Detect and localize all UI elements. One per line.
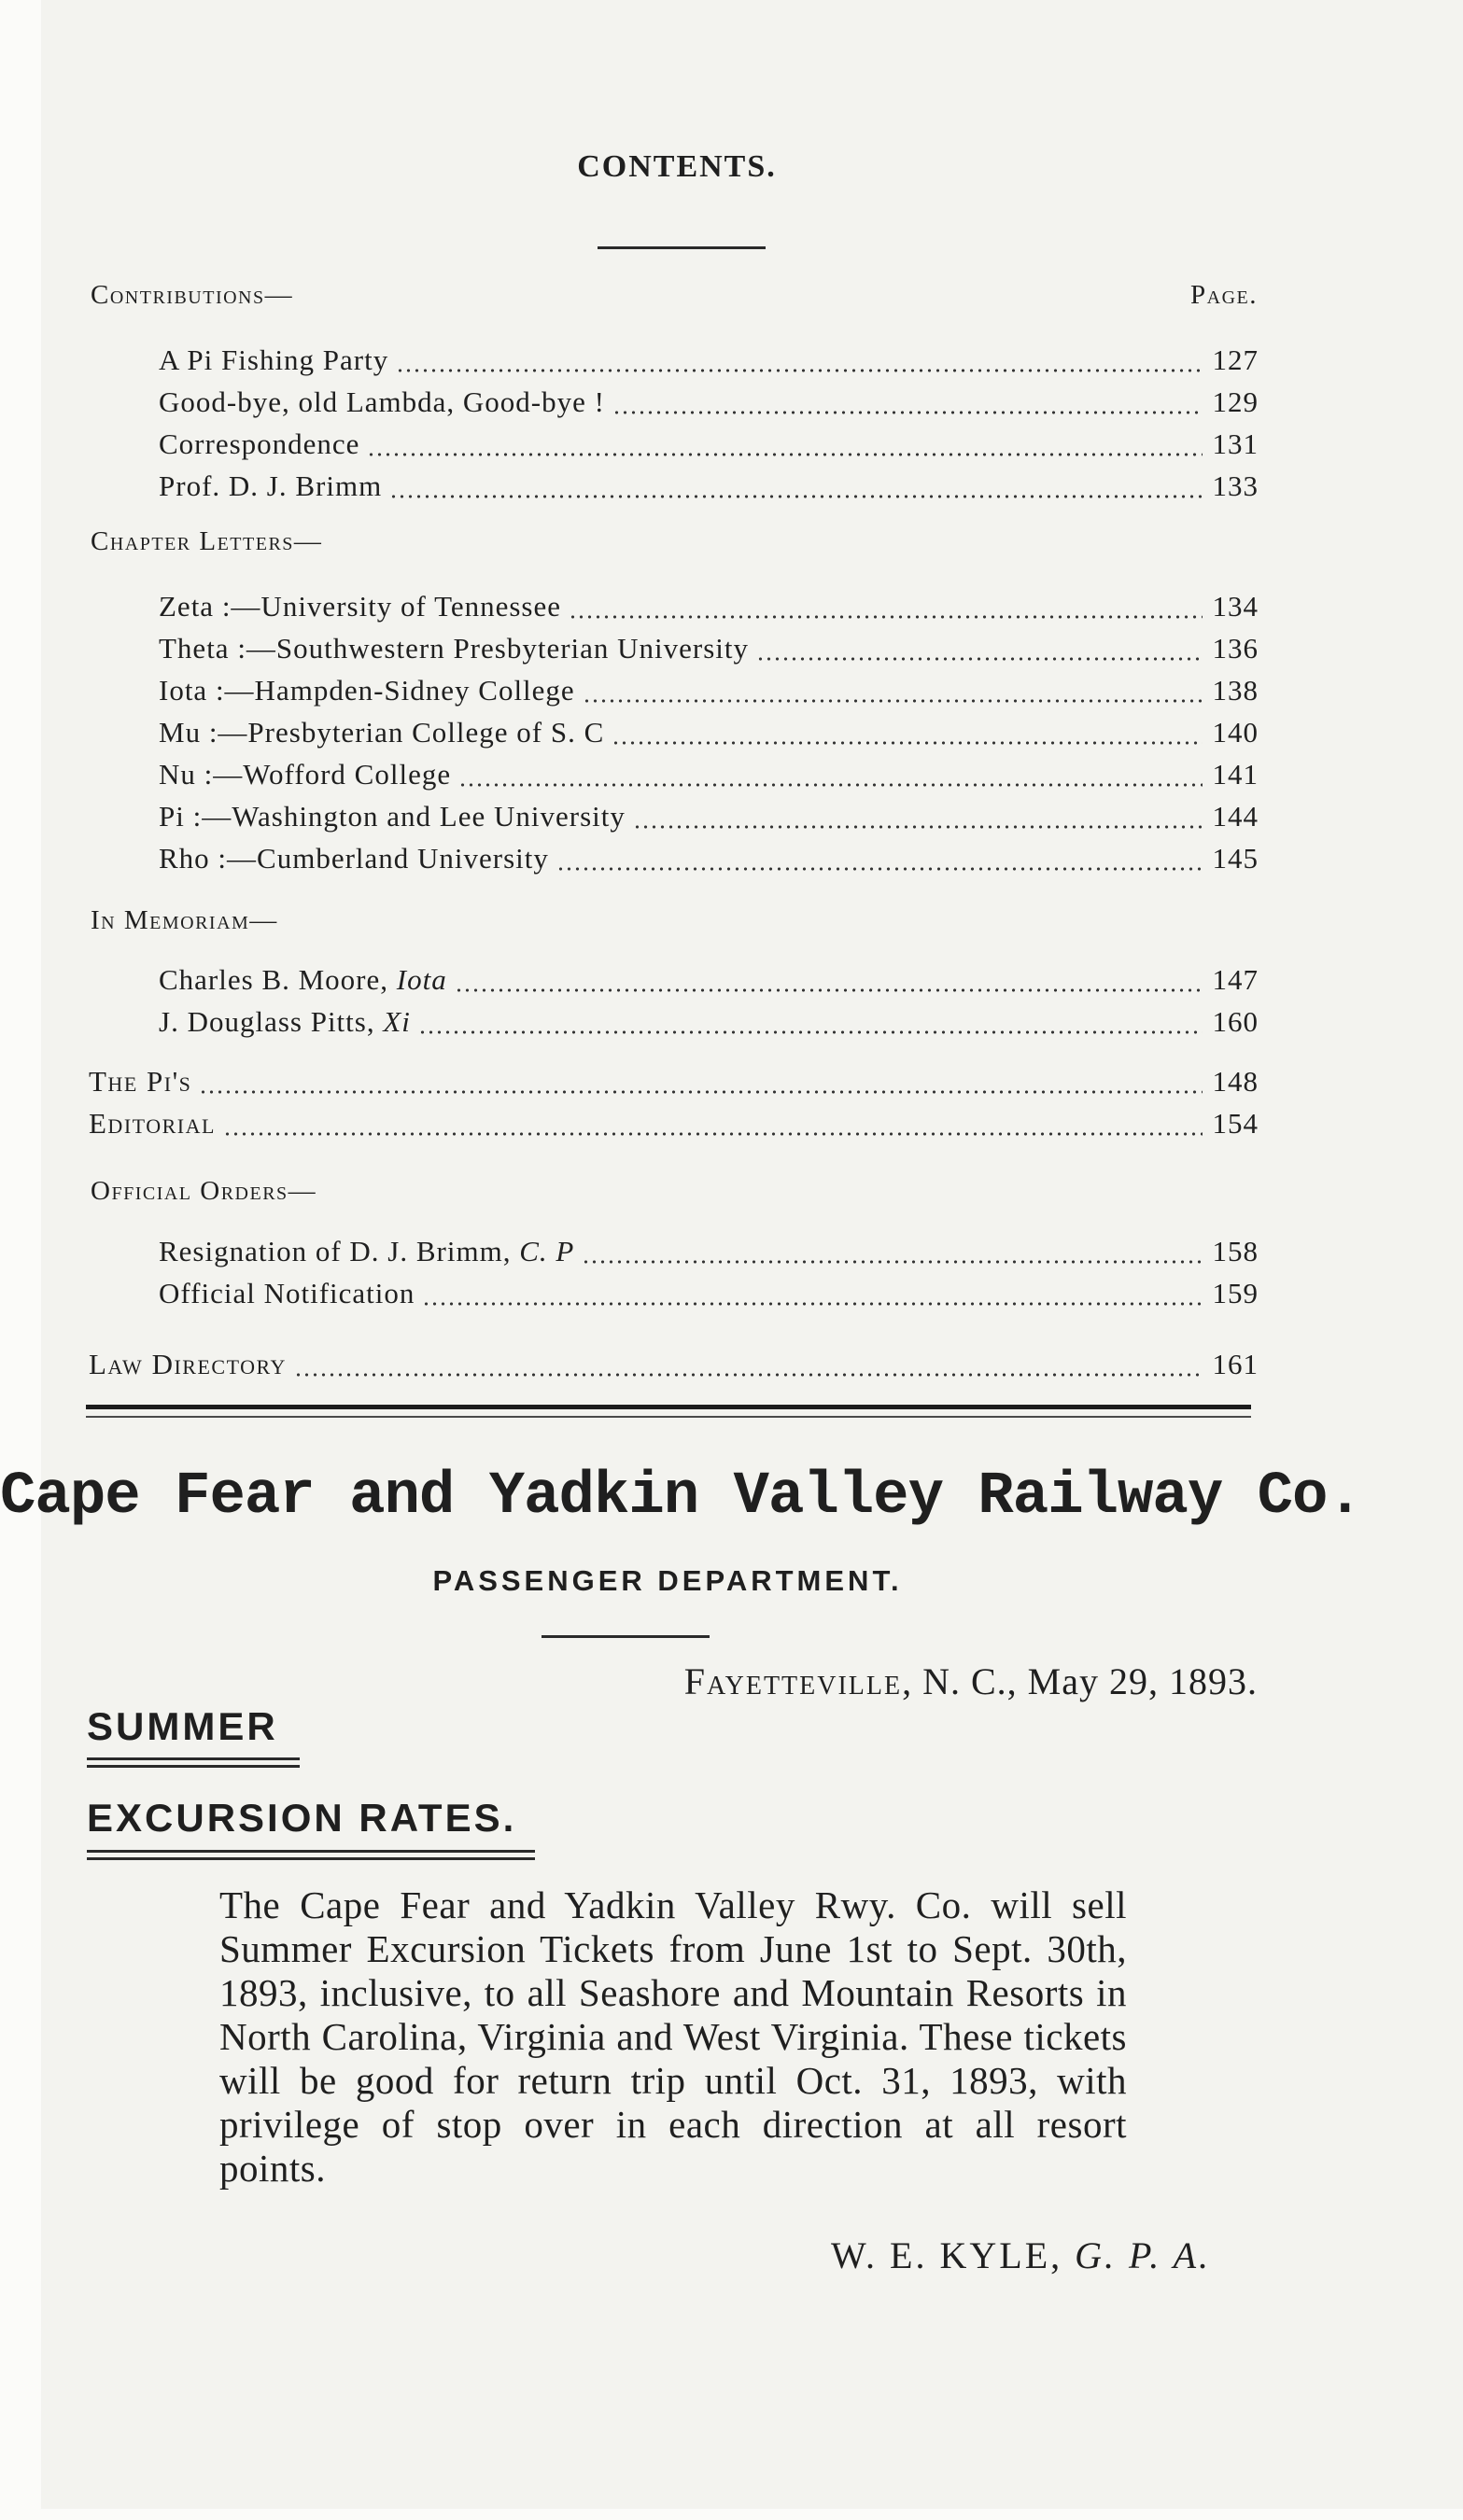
toc-entry-title: Correspondence [159,427,360,460]
toc-entry[interactable] [159,674,1259,711]
toc-entry-page: 158 [1212,1235,1259,1267]
leader-dots [367,453,1203,456]
toc-entry-title: Nu :—Wofford College [159,758,452,791]
section-heading-official-orders: Official Orders— [91,1176,317,1206]
toc-entry-page: 145 [1212,842,1259,875]
toc-entry-title: A Pi Fishing Party [159,343,389,376]
toc-entry-title: Mu :—Presbyterian College of S. C [159,716,605,749]
toc-entry-page: 148 [1212,1065,1259,1098]
toc-entry-title: Charles B. Moore, Iota [159,963,447,996]
leader-dots [294,1373,1203,1377]
toc-entry-law-directory[interactable] [89,1348,1259,1385]
toc-entry[interactable] [159,963,1259,1001]
toc-entry[interactable] [159,842,1259,879]
toc-entry[interactable] [159,1277,1259,1314]
toc-entry-page: 160 [1212,1005,1259,1038]
leader-dots [455,988,1203,992]
toc-entry-page: 127 [1212,343,1259,376]
toc-entry-title: Zeta :—University of Tennessee [159,590,562,623]
toc-entry[interactable] [159,590,1259,627]
heading-excursion-rates: EXCURSION RATES. [87,1796,517,1840]
leader-dots [582,1260,1203,1264]
leader-dots [556,867,1203,871]
excursion-description: The Cape Fear and Yadkin Valley Rwy. Co. will sell Summer Excursion Tickets from June 1st to Sept. 30th, 1893, inclusive, to all Seashore and Mountain Resorts in North Carolina, Virginia and West Virginia. These tickets will be good for return trip until Oct. 31, 1893, with privilege of stop over in each direction at all resort points. [219,1883,1127,2190]
company-name: Cape Fear and Yadkin Valley Railway Co. [0,1463,1362,1531]
toc-entry-title: The Pi's [89,1065,192,1098]
toc-entry-page: 159 [1212,1277,1259,1309]
toc-entry[interactable] [159,632,1259,669]
toc-entry-title: Law Directory [89,1348,287,1380]
leader-dots [612,411,1203,414]
leader-dots [612,741,1203,745]
toc-entry-page: 136 [1212,632,1259,665]
toc-entry-page: 131 [1212,427,1259,460]
toc-entry-page: 134 [1212,590,1259,623]
toc-entry-title: Good-bye, old Lambda, Good-bye ! [159,385,605,418]
toc-entry-page: 147 [1212,963,1259,996]
toc-entry-page: 138 [1212,674,1259,707]
toc-entry[interactable] [159,716,1259,753]
department-divider [542,1635,710,1638]
leader-dots [422,1302,1203,1306]
page-column-header: Page. [1190,280,1258,310]
leader-dots [396,369,1203,372]
signature-name: W. E. KYLE, [830,2234,1076,2276]
toc-entry-page: 161 [1212,1348,1259,1380]
toc-entry-title: Editorial [89,1107,216,1140]
dateline-date: , N. C., May 29, 1893. [902,1660,1258,1702]
signature-title: G. P. A. [1075,2234,1211,2276]
section-heading-chapter-letters: Chapter Letters— [91,526,323,556]
section-heading-contributions: Contributions— [91,280,294,310]
department-heading: PASSENGER DEPARTMENT. [432,1564,903,1597]
leader-dots [389,495,1203,498]
contents-divider [598,246,766,249]
heading-summer-underline [87,1765,300,1768]
toc-entry-page: 141 [1212,758,1259,791]
toc-entry-page: 133 [1212,469,1259,502]
toc-entry[interactable] [159,469,1259,507]
toc-entry-page: 129 [1212,385,1259,418]
leader-dots [458,783,1203,787]
toc-entry-page: 140 [1212,716,1259,749]
toc-entry-editorial[interactable] [89,1107,1259,1144]
leader-dots [583,699,1203,703]
toc-entry[interactable] [159,1005,1259,1043]
leader-dots [633,825,1203,829]
leader-dots [756,657,1203,661]
contents-title: CONTENTS. [577,149,777,184]
toc-entry-the-pis[interactable] [89,1065,1259,1102]
toc-entry-title: Official Notification [159,1277,415,1309]
section-divider-thin [86,1416,1251,1418]
toc-entry[interactable] [159,758,1259,795]
toc-entry[interactable] [159,343,1259,381]
heading-excursion-underline [87,1857,535,1860]
signature [831,2233,1211,2277]
page-margin-left [0,0,41,2520]
heading-summer: SUMMER [87,1704,278,1748]
heading-excursion-underline [87,1850,535,1853]
heading-summer-underline [87,1757,300,1760]
chapter-name-italic: Iota [396,963,447,996]
toc-entry-title: Pi :—Washington and Lee University [159,800,626,833]
toc-entry-title: Theta :—Southwestern Presbyterian University [159,632,750,665]
section-divider-thick [86,1405,1251,1409]
page-margin-bottom [0,2509,1463,2520]
toc-entry[interactable] [159,385,1259,423]
toc-entry[interactable] [159,800,1259,837]
leader-dots [223,1132,1203,1136]
toc-entry-title: J. Douglass Pitts, Xi [159,1005,411,1038]
leader-dots [418,1030,1203,1034]
dateline [684,1659,1258,1703]
toc-entry-title: Iota :—Hampden-Sidney College [159,674,575,707]
chapter-name-italic: Xi [383,1005,411,1038]
leader-dots [199,1090,1203,1094]
toc-entry-title: Resignation of D. J. Brimm, C. P [159,1235,575,1267]
leader-dots [569,615,1203,619]
section-heading-in-memoriam: In Memoriam— [91,905,278,935]
toc-entry-title: Rho :—Cumberland University [159,842,549,875]
toc-entry[interactable] [159,1235,1259,1272]
toc-entry[interactable] [159,427,1259,465]
toc-entry-page: 154 [1212,1107,1259,1140]
toc-entry-title: Prof. D. J. Brimm [159,469,383,502]
toc-entry-page: 144 [1212,800,1259,833]
title-italic: C. P [519,1235,575,1267]
dateline-place: Fayetteville [683,1660,903,1702]
